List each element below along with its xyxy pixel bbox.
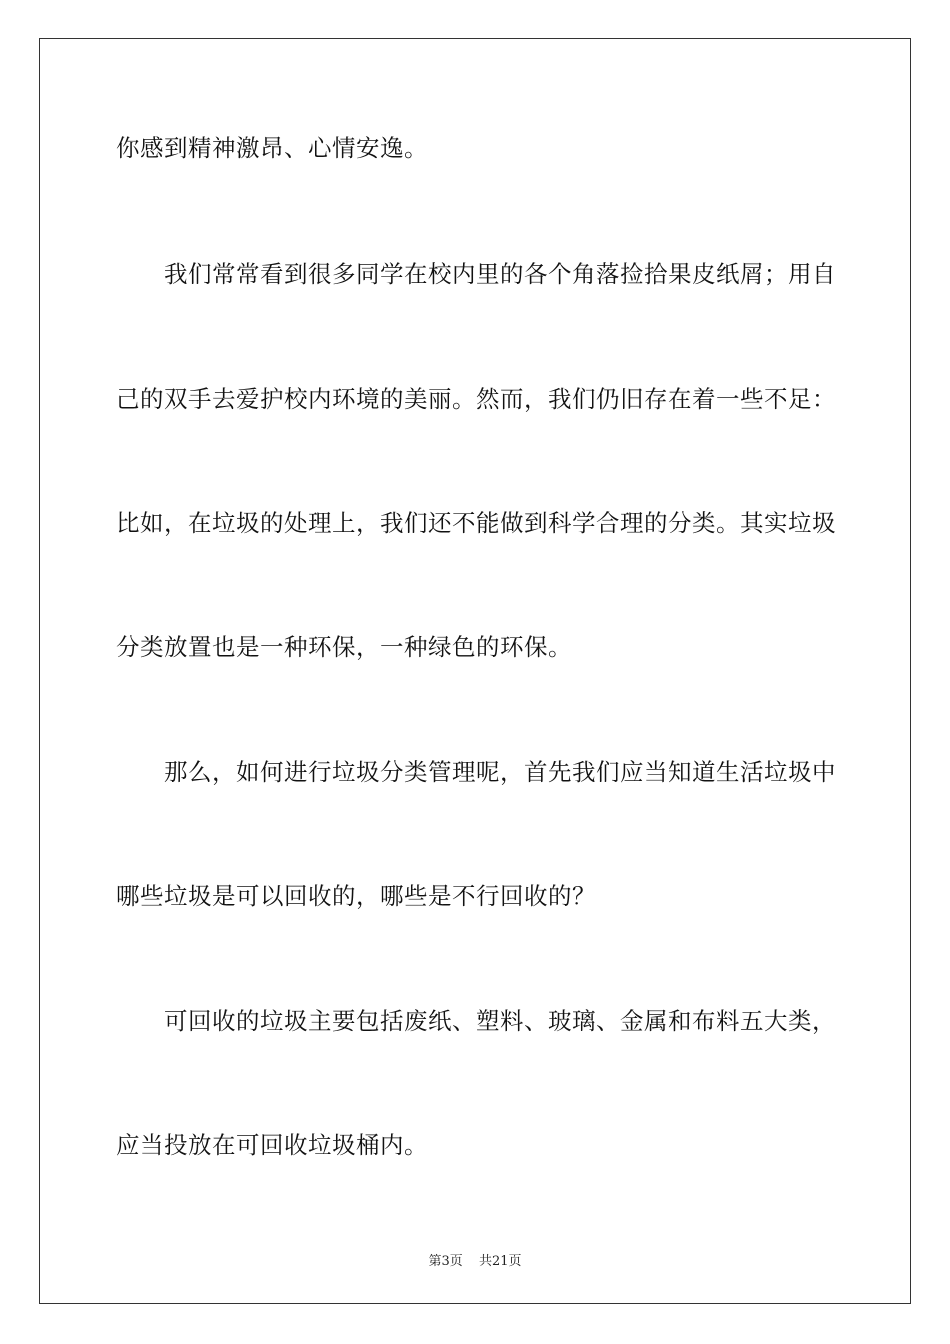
text-line: 你感到精神激昂、心情安逸。 <box>116 134 428 162</box>
text-line: 应当投放在可回收垃圾桶内。 <box>116 1131 428 1159</box>
text-line: 分类放置也是一种环保，一种绿色的环保。 <box>116 633 572 661</box>
text-line: 比如，在垃圾的处理上，我们还不能做到科学合理的分类。其实垃圾 <box>116 509 836 537</box>
page-number: 第3页 <box>428 1254 463 1269</box>
text-line: 己的双手去爱护校内环境的美丽。然而，我们仍旧存在着一些不足： <box>116 385 836 413</box>
text-line: 那么，如何进行垃圾分类管理呢，首先我们应当知道生活垃圾中 <box>164 758 836 786</box>
page-total: 共21页 <box>478 1254 522 1269</box>
text-line: 我们常常看到很多同学在校内里的各个角落捡拾果皮纸屑；用自 <box>164 260 836 288</box>
page-frame <box>39 38 911 1304</box>
text-line: 哪些垃圾是可以回收的，哪些是不行回收的？ <box>116 882 596 910</box>
text-line: 可回收的垃圾主要包括废纸、塑料、玻璃、金属和布料五大类， <box>164 1007 836 1035</box>
page-footer <box>0 1250 950 1269</box>
